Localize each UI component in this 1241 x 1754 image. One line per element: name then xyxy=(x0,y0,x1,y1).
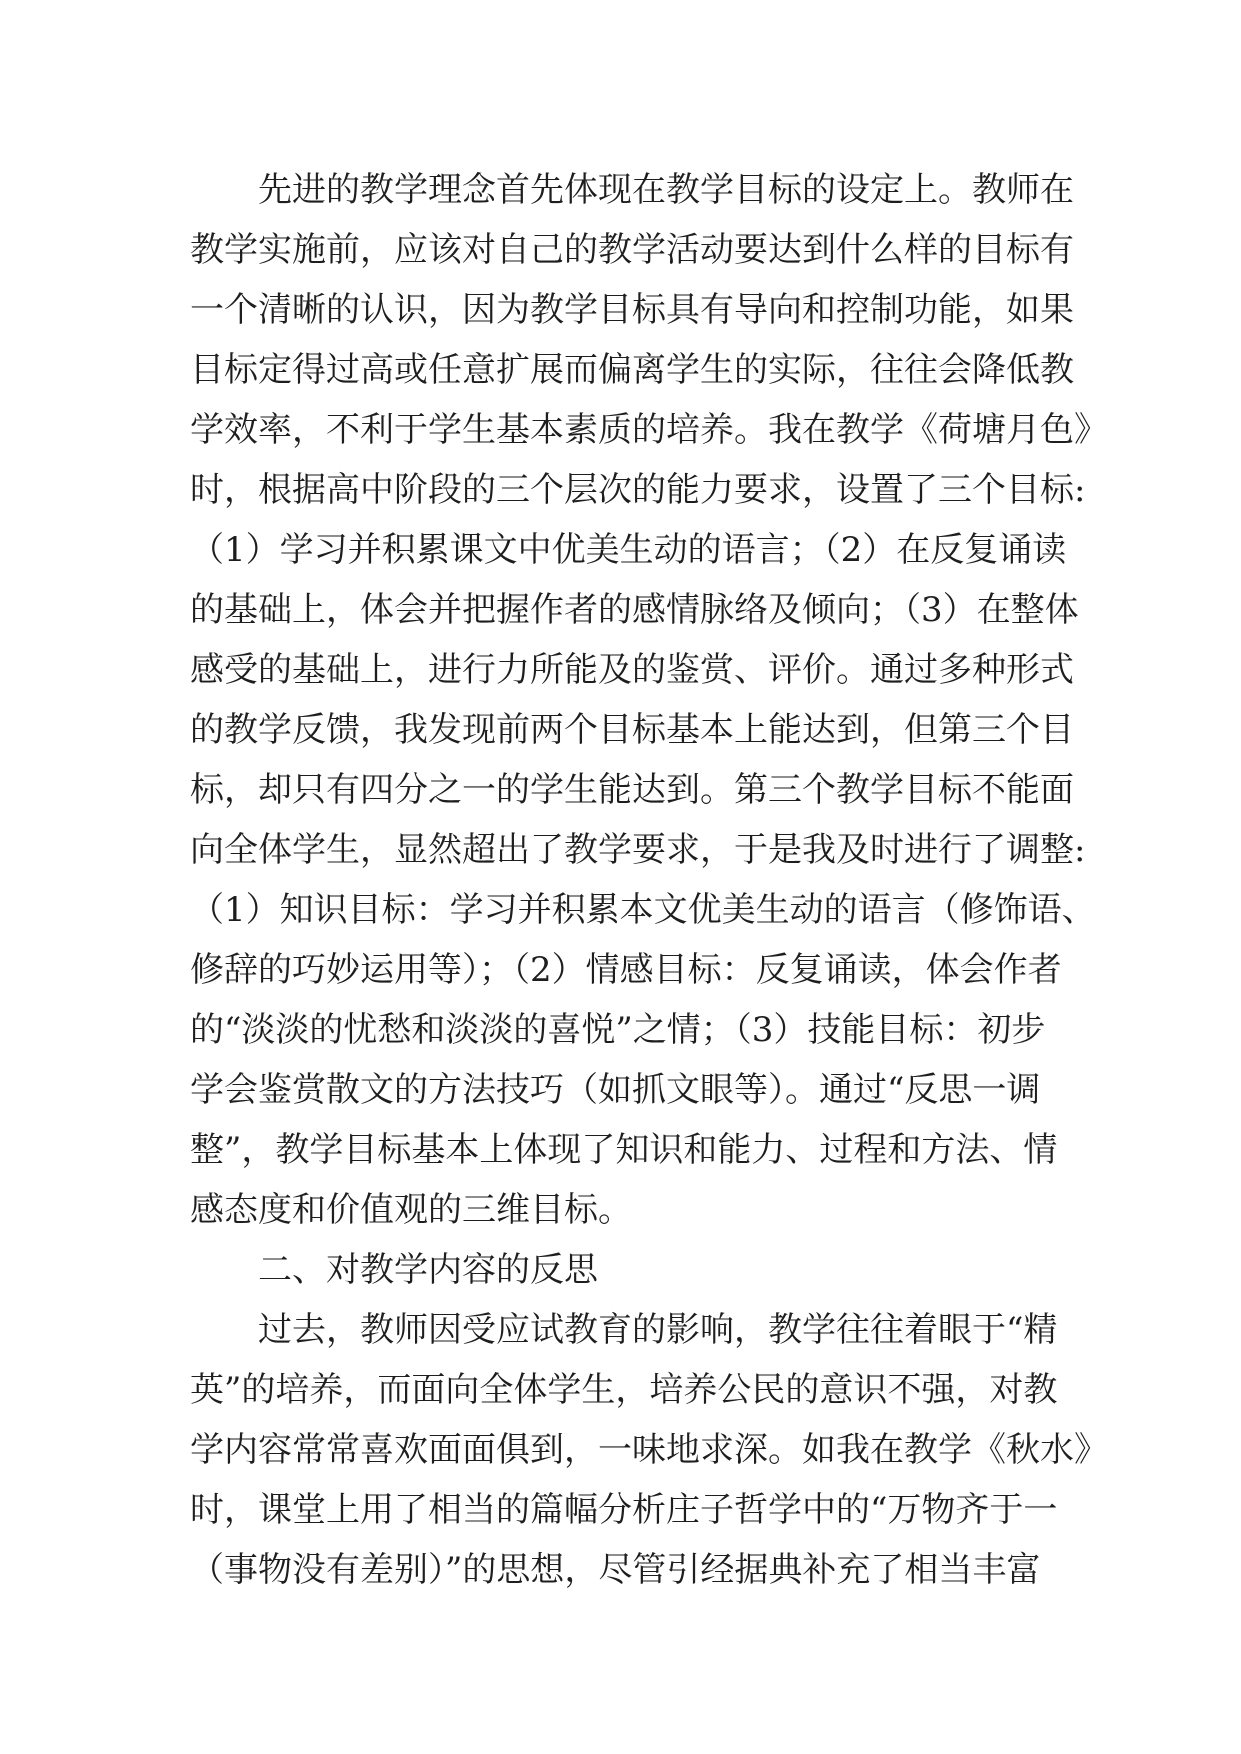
paragraph-line: 一个清晰的认识，因为教学目标具有导向和控制功能，如果 xyxy=(190,290,1074,330)
paragraph-line: 感受的基础上，进行力所能及的鉴赏、评价。通过多种形式 xyxy=(190,650,1074,690)
paragraph-line: 学内容常常喜欢面面俱到，一味地求深。如我在教学《秋水》 xyxy=(190,1430,1108,1470)
paragraph-line: 的基础上，体会并把握作者的感情脉络及倾向；（3）在整体 xyxy=(190,590,1079,630)
paragraph-line: 的“淡淡的忧愁和淡淡的喜悦”之情；（3）技能目标：初步 xyxy=(190,1010,1046,1050)
paragraph-line: （1）知识目标：学习并积累本文优美生动的语言（修饰语、 xyxy=(190,890,1096,930)
paragraph-line: 教学实施前，应该对自己的教学活动要达到什么样的目标有 xyxy=(190,230,1074,270)
paragraph-line: 先进的教学理念首先体现在教学目标的设定上。教师在 xyxy=(258,170,1074,210)
paragraph-line: 向全体学生，显然超出了教学要求，于是我及时进行了调整: xyxy=(190,830,1086,870)
paragraph-line: 的教学反馈，我发现前两个目标基本上能达到，但第三个目 xyxy=(190,710,1074,750)
paragraph-line: 整”，教学目标基本上体现了知识和能力、过程和方法、情 xyxy=(190,1130,1058,1170)
paragraph-line: 过去，教师因受应试教育的影响，教学往往着眼于“精 xyxy=(258,1310,1058,1350)
section-heading: 二、对教学内容的反思 xyxy=(258,1250,598,1290)
paragraph-line: 感态度和价值观的三维目标。 xyxy=(190,1190,632,1230)
paragraph-line: 修辞的巧妙运用等）；（2）情感目标：反复诵读，体会作者 xyxy=(190,950,1062,990)
paragraph-line: （事物没有差别）”的思想，尽管引经据典补充了相当丰富 xyxy=(190,1550,1041,1590)
paragraph-line: 学效率，不利于学生基本素质的培养。我在教学《荷塘月色》 xyxy=(190,410,1108,450)
paragraph-line: 学会鉴赏散文的方法技巧（如抓文眼等）。通过“反思一调 xyxy=(190,1070,1041,1110)
paragraph-line: 时，课堂上用了相当的篇幅分析庄子哲学中的“万物齐于一 xyxy=(190,1490,1058,1530)
paragraph-line: 目标定得过高或任意扩展而偏离学生的实际，往往会降低教 xyxy=(190,350,1074,390)
paragraph-line: 标，却只有四分之一的学生能达到。第三个教学目标不能面 xyxy=(190,770,1074,810)
document-body xyxy=(190,160,1108,1600)
paragraph-line: （1）学习并积累课文中优美生动的语言；（2）在反复诵读 xyxy=(190,530,1067,570)
paragraph-line: 英”的培养，而面向全体学生，培养公民的意识不强，对教 xyxy=(190,1370,1058,1410)
paragraph-line: 时，根据高中阶段的三个层次的能力要求，设置了三个目标: xyxy=(190,470,1086,510)
